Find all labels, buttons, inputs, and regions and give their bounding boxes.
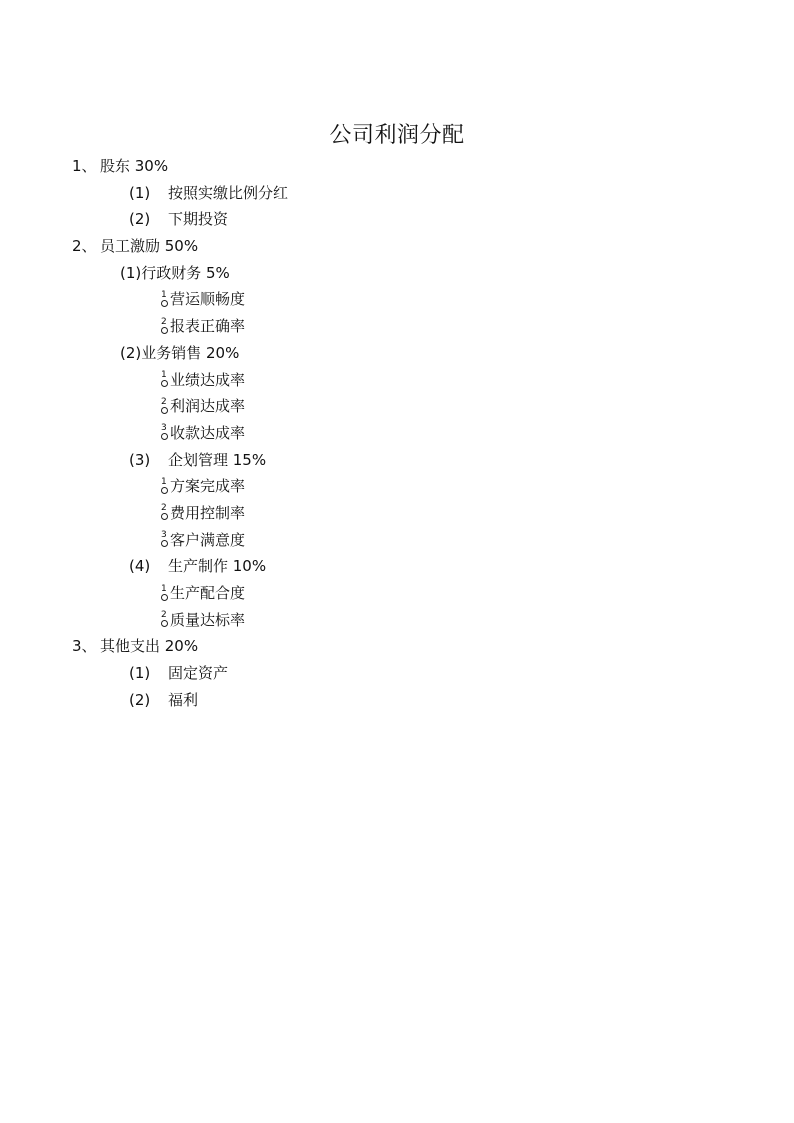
- outline-text: 费用控制率: [170, 503, 246, 522]
- bullet-number: 2: [161, 610, 167, 621]
- outline-marker: 2、: [72, 237, 97, 256]
- outline-marker: (1): [120, 263, 142, 282]
- outline-marker: (2): [129, 690, 151, 709]
- outline-item-lv2b: [0, 340, 794, 367]
- outline-text: 固定资产: [168, 664, 229, 683]
- ring-icon: [161, 540, 168, 547]
- numbered-ring-bullet-icon: [160, 585, 170, 603]
- outline-item-lv2a: [0, 687, 794, 714]
- outline-item-lv3: [0, 500, 794, 527]
- outline-text: 收款达成率: [170, 423, 246, 442]
- bullet-number: 3: [161, 530, 167, 541]
- outline-item-lv3: [0, 580, 794, 607]
- ring-icon: [161, 594, 168, 601]
- bullet-number: 2: [161, 503, 167, 514]
- outline-marker: (1): [129, 183, 151, 202]
- outline-list: [0, 153, 794, 713]
- outline-item-lv3: [0, 313, 794, 340]
- outline-text: 营运顺畅度: [170, 290, 246, 309]
- outline-item-lv1: [0, 633, 794, 660]
- ring-icon: [161, 380, 168, 387]
- outline-item-lv3: [0, 527, 794, 554]
- outline-text: 股东 30%: [100, 157, 169, 175]
- outline-item-lv3: [0, 393, 794, 420]
- numbered-ring-bullet-icon: [160, 398, 170, 416]
- page-title: 公司利润分配: [329, 123, 465, 148]
- ring-icon: [161, 487, 168, 494]
- numbered-ring-bullet-icon: [160, 318, 170, 336]
- outline-text: 利润达成率: [170, 397, 246, 416]
- outline-item-lv2a: [0, 447, 794, 474]
- outline-item-lv2a: [0, 660, 794, 687]
- numbered-ring-bullet-icon: [160, 478, 170, 496]
- ring-icon: [161, 620, 168, 627]
- outline-text: 企划管理 15%: [168, 450, 267, 469]
- outline-item-lv2a: [0, 206, 794, 233]
- ring-icon: [161, 513, 168, 520]
- outline-text: 业绩达成率: [170, 370, 246, 389]
- numbered-ring-bullet-icon: [160, 424, 170, 442]
- numbered-ring-bullet-icon: [160, 504, 170, 522]
- ring-icon: [161, 433, 168, 440]
- ring-icon: [161, 407, 168, 414]
- outline-text: 报表正确率: [170, 317, 246, 336]
- outline-item-lv2b: [0, 260, 794, 287]
- numbered-ring-bullet-icon: [160, 611, 170, 629]
- outline-text: 福利: [168, 690, 199, 709]
- outline-text: 生产配合度: [170, 584, 246, 602]
- outline-item-lv2a: [0, 553, 794, 580]
- outline-text: 下期投资: [168, 210, 229, 229]
- outline-marker: (2): [120, 343, 142, 362]
- outline-text: 其他支出 20%: [100, 637, 199, 656]
- outline-marker: 3、: [72, 637, 97, 656]
- numbered-ring-bullet-icon: [160, 291, 170, 309]
- outline-text: 行政财务 5%: [141, 263, 230, 282]
- outline-text: 生产制作 10%: [168, 557, 267, 576]
- outline-item-lv2a: [0, 180, 794, 207]
- outline-text: 方案完成率: [170, 477, 246, 496]
- outline-text: 按照实缴比例分红: [168, 183, 289, 202]
- bullet-number: 2: [161, 396, 167, 407]
- ring-icon: [161, 300, 168, 307]
- outline-marker: (1): [129, 664, 151, 683]
- bullet-number: 2: [161, 316, 167, 327]
- outline-marker: (2): [129, 210, 151, 229]
- ring-icon: [161, 327, 168, 334]
- outline-item-lv3: [0, 420, 794, 447]
- outline-item-lv3: [0, 607, 794, 634]
- outline-item-lv3: [0, 286, 794, 313]
- outline-text: 客户满意度: [170, 530, 246, 549]
- bullet-number: 1: [161, 289, 167, 300]
- outline-marker: (4): [129, 557, 151, 576]
- outline-text: 质量达标率: [170, 610, 246, 629]
- bullet-number: 3: [161, 423, 167, 434]
- outline-text: 业务销售 20%: [141, 343, 240, 362]
- outline-text: 员工激励 50%: [100, 237, 199, 256]
- outline-marker: 1、: [72, 157, 97, 175]
- outline-item-lv1: [0, 233, 794, 260]
- outline-item-lv1: [0, 153, 794, 180]
- numbered-ring-bullet-icon: [160, 371, 170, 389]
- bullet-number: 1: [161, 476, 167, 487]
- outline-marker: (3): [129, 450, 151, 469]
- outline-item-lv3: [0, 367, 794, 394]
- outline-item-lv3: [0, 473, 794, 500]
- numbered-ring-bullet-icon: [160, 531, 170, 549]
- bullet-number: 1: [161, 370, 167, 380]
- bullet-number: 1: [161, 583, 167, 594]
